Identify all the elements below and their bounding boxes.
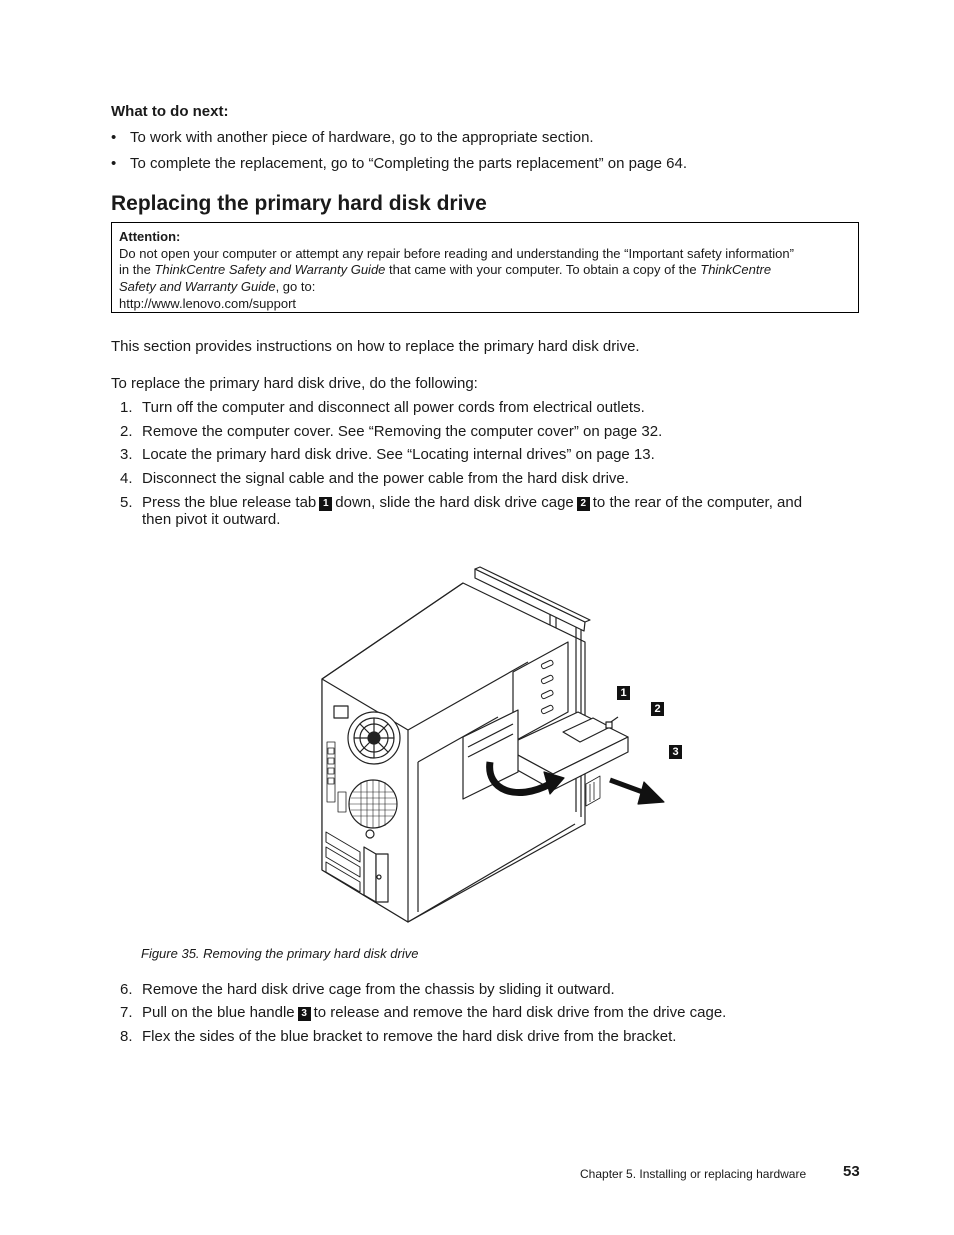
step-number: 6. <box>120 981 133 998</box>
attention-line-1: Do not open your computer or attempt any repair before reading and understanding the “Important safety information” <box>119 246 794 261</box>
step-number: 2. <box>120 423 133 440</box>
step-text-continued: then pivot it outward. <box>142 511 281 528</box>
step-number: 1. <box>120 399 133 416</box>
figure-callout-3: 3 <box>669 745 682 759</box>
step-text-part: to the rear of the computer, and <box>592 494 803 511</box>
attention-text: , go to: <box>275 279 316 294</box>
step-number: 3. <box>120 446 133 463</box>
attention-line-2 <box>119 261 771 278</box>
page-number: 53 <box>843 1163 860 1180</box>
step-number: 7. <box>120 1004 133 1021</box>
intro-paragraph: This section provides instructions on how to replace the primary hard disk drive. <box>111 338 640 355</box>
step-text: Locate the primary hard disk drive. See “Locating internal drives” on page 13. <box>142 446 655 463</box>
step-text: Remove the hard disk drive cage from the chassis by sliding it outward. <box>142 981 615 998</box>
callout-badge: 1 <box>319 497 332 511</box>
attention-text: in the <box>119 262 155 277</box>
figure-callout-2: 2 <box>651 702 664 716</box>
guide-title: Safety and Warranty Guide <box>119 279 276 294</box>
step-text: Turn off the computer and disconnect all power cords from electrical outlets. <box>142 399 645 416</box>
callout-badge: 2 <box>577 497 590 511</box>
step-text: Disconnect the signal cable and the power cable from the hard disk drive. <box>142 470 629 487</box>
next-steps-heading: What to do next: <box>111 103 229 120</box>
figure-caption: Figure 35. Removing the primary hard disk drive <box>141 946 419 961</box>
figure-callout-1: 1 <box>617 686 630 700</box>
guide-title: ThinkCentre <box>700 262 772 277</box>
list-item-text: To complete the replacement, go to “Completing the parts replacement” on page 64. <box>130 155 687 172</box>
step-text: Remove the computer cover. See “Removing the computer cover” on page 32. <box>142 423 663 440</box>
callout-badge: 3 <box>298 1007 311 1021</box>
attention-line-3 <box>119 278 315 295</box>
step-text-part: down, slide the hard disk drive cage <box>335 494 574 511</box>
step-text: Flex the sides of the blue bracket to remove the hard disk drive from the bracket. <box>142 1028 677 1045</box>
step-number: 4. <box>120 470 133 487</box>
steps-intro: To replace the primary hard disk drive, do the following: <box>111 375 478 392</box>
support-url[interactable]: http://www.lenovo.com/support <box>119 296 297 311</box>
step-text <box>142 1004 726 1022</box>
footer-chapter: Chapter 5. Installing or replacing hardware <box>580 1167 807 1181</box>
step-text-part: Press the blue release tab <box>142 494 317 511</box>
step-text-part: to release and remove the hard disk drive from the drive cage. <box>313 1004 727 1021</box>
list-item-text: To work with another piece of hardware, go to the appropriate section. <box>130 129 594 146</box>
figure-drawing <box>318 562 678 924</box>
attention-box <box>111 222 859 313</box>
hard-disk-removal-illustration <box>318 562 678 924</box>
section-title: Replacing the primary hard disk drive <box>111 192 487 215</box>
step-number: 5. <box>120 494 133 511</box>
step-text-part: Pull on the blue handle <box>142 1004 295 1021</box>
bullet-icon: • <box>111 155 117 172</box>
bullet-icon: • <box>111 129 117 146</box>
attention-text: that came with your computer. To obtain a copy of the <box>385 262 701 277</box>
guide-title: ThinkCentre Safety and Warranty Guide <box>154 262 386 277</box>
step-text <box>142 494 802 512</box>
step-number: 8. <box>120 1028 133 1045</box>
attention-label: Attention: <box>119 229 181 244</box>
